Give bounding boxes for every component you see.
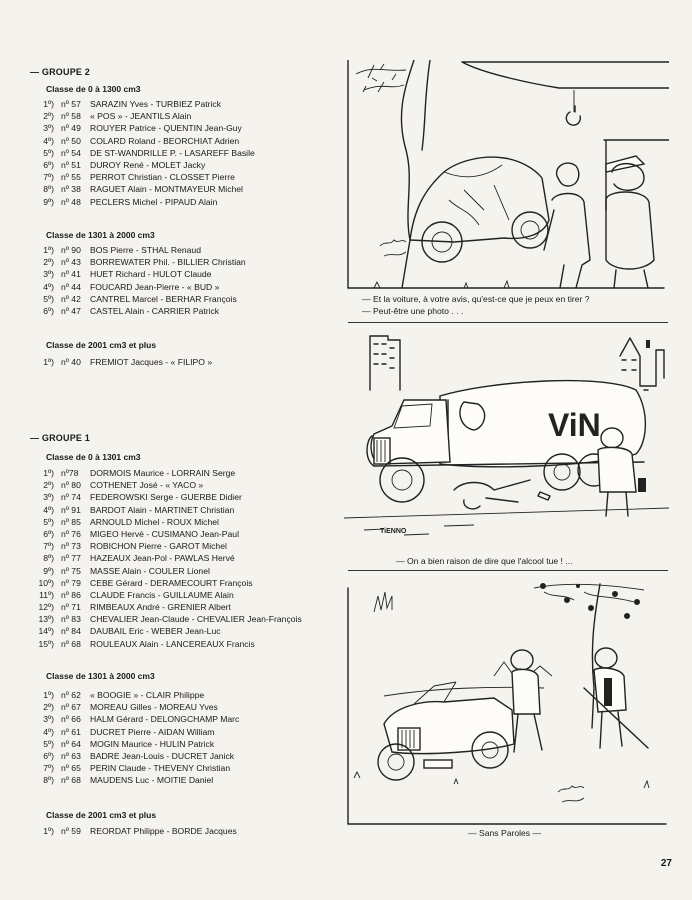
result-car-number: nº 59 xyxy=(61,826,81,836)
result-crew-names: « POS » - JEANTILS Alain xyxy=(90,111,192,122)
result-car-number: nº 51 xyxy=(61,159,81,170)
g1-class1-title: Classe de 0 à 1301 cm3 xyxy=(46,452,141,462)
result-car-number: nº 85 xyxy=(61,516,81,527)
result-crew-names: ROBICHON Pierre - GAROT Michel xyxy=(90,541,227,552)
result-rank: 10º) xyxy=(38,577,54,588)
result-rank: 8º) xyxy=(43,184,54,195)
cartoon1-caption-line1: — Et la voiture, à votre avis, qu'est-ce que je peux en tirer ? xyxy=(362,294,590,304)
result-rank: 2º) xyxy=(43,111,54,122)
result-rank: 3º) xyxy=(43,123,54,134)
result-car-number: nº 80 xyxy=(61,480,81,491)
results-column xyxy=(0,0,345,900)
result-crew-names: DUCRET Pierre - AIDAN William xyxy=(90,726,215,737)
result-car-number: nº 74 xyxy=(61,492,81,503)
result-rank: 7º) xyxy=(43,172,54,183)
result-car-number: nº 65 xyxy=(61,763,81,774)
result-crew-names: SARAZIN Yves - TURBIEZ Patrick xyxy=(90,99,222,109)
result-rank: 3º) xyxy=(43,269,54,280)
result-rank: 8º) xyxy=(43,553,54,564)
result-car-number: nº 83 xyxy=(61,614,81,625)
result-rank: 8º) xyxy=(43,775,54,786)
result-rank: 15º) xyxy=(38,638,54,649)
result-rank: 11º) xyxy=(39,589,54,600)
result-crew-names: DORMOIS Maurice - LORRAIN Serge xyxy=(90,468,236,478)
result-car-number: nº 64 xyxy=(61,738,81,749)
g2-class1-title: Classe de 0 à 1300 cm3 xyxy=(46,84,141,94)
result-crew-names: COLARD Roland - BEORCHIAT Adrien xyxy=(90,135,240,146)
result-crew-names: CLAUDE Francis - GUILLAUME Alain xyxy=(90,589,234,600)
result-car-number: nº 84 xyxy=(61,626,81,637)
result-car-number: nº 58 xyxy=(61,111,81,122)
result-rank: 6º) xyxy=(43,750,54,761)
cartoon-wine-tanker-drawing xyxy=(344,330,669,555)
result-crew-names: MIGEO Hervé - CUSIMANO Jean-Paul xyxy=(90,528,239,539)
result-crew-names: DUROY René - MOLET Jacky xyxy=(90,159,206,170)
panel-divider xyxy=(348,322,668,323)
result-car-number: nº 47 xyxy=(61,305,81,316)
tanker-vin-text: ViN xyxy=(548,407,601,443)
cartoon2-caption: — On a bien raison de dire que l'alcool tue ! ... xyxy=(396,556,573,566)
result-crew-names: « BOOGIE » - CLAIR Philippe xyxy=(90,690,205,700)
result-crew-names: REORDAT Philippe - BORDE Jacques xyxy=(90,826,237,836)
panel-divider-2 xyxy=(348,570,668,571)
result-crew-names: PERROT Christian - CLOSSET Pierre xyxy=(90,172,235,183)
cartoon-sans-paroles-drawing xyxy=(344,578,669,826)
result-crew-names: HUET Richard - HULOT Claude xyxy=(90,269,212,280)
cartoon-tow-truck-drawing xyxy=(344,60,669,318)
result-car-number: nº 42 xyxy=(61,293,81,304)
result-crew-names: BORREWATER Phil. - BILLIER Christian xyxy=(90,257,246,268)
result-rank: 4º) xyxy=(43,504,54,515)
result-rank: 4º) xyxy=(43,726,54,737)
result-crew-names: HAZEAUX Jean-Pol - PAWLAS Hervé xyxy=(90,553,235,564)
result-crew-names: ARNOULD Michel - ROUX Michel xyxy=(90,516,219,527)
result-crew-names: BADRE Jean-Louis - DUCRET Janick xyxy=(90,750,235,761)
result-rank: 5º) xyxy=(43,147,54,158)
result-crew-names: CHEVALIER Jean-Claude - CHEVALIER Jean-François xyxy=(90,614,302,625)
result-rank: 9º) xyxy=(43,196,54,207)
result-rank: 1º) xyxy=(43,357,54,367)
result-crew-names: FOUCARD Jean-Pierre - « BUD » xyxy=(90,281,220,292)
result-rank: 14º) xyxy=(38,626,54,637)
g2-class2-title: Classe de 1301 à 2000 cm3 xyxy=(46,230,155,240)
g1-class2-title: Classe de 1301 à 2000 cm3 xyxy=(46,671,155,681)
result-rank: 1º) xyxy=(43,690,54,700)
result-crew-names: CEBE Gérard - DERAMECOURT François xyxy=(90,577,253,588)
result-crew-names: BARDOT Alain - MARTINET Christian xyxy=(90,504,235,515)
result-rank: 3º) xyxy=(43,492,54,503)
result-crew-names: ROUYER Patrice - QUENTIN Jean-Guy xyxy=(90,123,242,134)
result-crew-names: DAUBAIL Eric - WEBER Jean-Luc xyxy=(90,626,221,637)
result-car-number: nº 66 xyxy=(61,714,81,725)
result-car-number: nº 63 xyxy=(61,750,81,761)
result-crew-names: MOGIN Maurice - HULIN Patrick xyxy=(90,738,215,749)
result-rank: 5º) xyxy=(43,738,54,749)
result-car-number: nº78 xyxy=(61,468,79,478)
result-car-number: nº 48 xyxy=(61,196,81,207)
result-car-number: nº 38 xyxy=(61,184,81,195)
result-car-number: nº 76 xyxy=(61,528,81,539)
cartoon2-signature: TiENNO xyxy=(380,528,407,535)
result-rank: 1º) xyxy=(43,826,54,836)
result-crew-names: RIMBEAUX André - GRENIER Albert xyxy=(90,602,231,613)
cartoon-wine-tanker xyxy=(344,330,669,575)
result-car-number: nº 71 xyxy=(61,602,81,613)
result-rank: 4º) xyxy=(43,135,54,146)
result-crew-names: RAGUET Alain - MONTMAYEUR Michel xyxy=(90,184,243,195)
result-rank: 2º) xyxy=(43,257,54,268)
result-rank: 7º) xyxy=(43,763,54,774)
result-rank: 2º) xyxy=(43,702,54,713)
result-car-number: nº 67 xyxy=(61,702,81,713)
result-car-number: nº 40 xyxy=(61,357,81,367)
result-car-number: nº 91 xyxy=(61,504,81,515)
g1-class3-title: Classe de 2001 cm3 et plus xyxy=(46,810,157,820)
result-rank: 6º) xyxy=(43,528,54,539)
cartoon3-caption: — Sans Paroles — xyxy=(468,828,542,838)
result-rank: 1º) xyxy=(43,468,54,478)
result-crew-names: CASTEL Alain - CARRIER Patrick xyxy=(90,305,220,316)
result-rank: 6º) xyxy=(43,305,54,316)
result-rank: 7º) xyxy=(43,541,54,552)
result-car-number: nº 41 xyxy=(61,269,81,280)
cartoon-tow-truck xyxy=(344,60,669,318)
result-car-number: nº 79 xyxy=(61,577,81,588)
result-car-number: nº 61 xyxy=(61,726,81,737)
result-car-number: nº 44 xyxy=(61,281,81,292)
cartoon1-caption-line2: — Peut-être une photo . . . xyxy=(362,306,464,316)
result-car-number: nº 68 xyxy=(61,775,81,786)
result-crew-names: BOS Pierre - STHAL Renaud xyxy=(90,245,201,255)
result-rank: 13º) xyxy=(38,614,54,625)
result-crew-names: FREMIOT Jacques - « FILIPO » xyxy=(90,357,213,367)
result-rank: 12º) xyxy=(38,602,54,613)
result-car-number: nº 75 xyxy=(61,565,81,576)
result-car-number: nº 50 xyxy=(61,135,81,146)
cartoon-sans-paroles xyxy=(344,578,669,840)
result-car-number: nº 57 xyxy=(61,99,81,109)
result-rank: 6º) xyxy=(43,159,54,170)
result-crew-names: MOREAU Gilles - MOREAU Yves xyxy=(90,702,218,713)
result-crew-names: CANTREL Marcel - BERHAR François xyxy=(90,293,237,304)
groupe1-heading: — GROUPE 1 xyxy=(30,433,91,443)
result-crew-names: DE ST-WANDRILLE P. - LASAREFF Basile xyxy=(90,147,255,158)
result-car-number: nº 54 xyxy=(61,147,81,158)
result-crew-names: MAUDENS Luc - MOITIE Daniel xyxy=(90,775,214,786)
result-car-number: nº 68 xyxy=(61,638,81,649)
result-car-number: nº 62 xyxy=(61,690,81,700)
result-rank: 1º) xyxy=(43,245,54,255)
result-crew-names: PERIN Claude - THEVENY Christian xyxy=(90,763,231,774)
result-rank: 4º) xyxy=(43,281,54,292)
result-car-number: nº 43 xyxy=(61,257,81,268)
result-crew-names: PECLERS Michel - PIPAUD Alain xyxy=(90,196,218,207)
result-rank: 2º) xyxy=(43,480,54,491)
result-rank: 5º) xyxy=(43,293,54,304)
result-car-number: nº 49 xyxy=(61,123,81,134)
result-car-number: nº 86 xyxy=(61,589,81,600)
result-rank: 9º) xyxy=(43,565,54,576)
result-crew-names: FEDEROWSKI Serge - GUERBE Didier xyxy=(90,492,242,503)
result-car-number: nº 77 xyxy=(61,553,81,564)
result-rank: 1º) xyxy=(43,99,54,109)
result-crew-names: MASSE Alain - COULER Lionel xyxy=(90,565,210,576)
result-crew-names: ROULEAUX Alain - LANCEREAUX Francis xyxy=(90,638,255,649)
result-crew-names: HALM Gérard - DELONGCHAMP Marc xyxy=(90,714,240,725)
g2-class3-title: Classe de 2001 cm3 et plus xyxy=(46,340,157,350)
result-rank: 5º) xyxy=(43,516,54,527)
result-rank: 3º) xyxy=(43,714,54,725)
page-number: 27 xyxy=(660,858,672,869)
result-crew-names: COTHENET José - « YACO » xyxy=(90,480,204,491)
result-car-number: nº 55 xyxy=(61,172,81,183)
groupe2-heading: — GROUPE 2 xyxy=(30,67,91,77)
result-car-number: nº 90 xyxy=(61,245,81,255)
result-car-number: nº 73 xyxy=(61,541,81,552)
